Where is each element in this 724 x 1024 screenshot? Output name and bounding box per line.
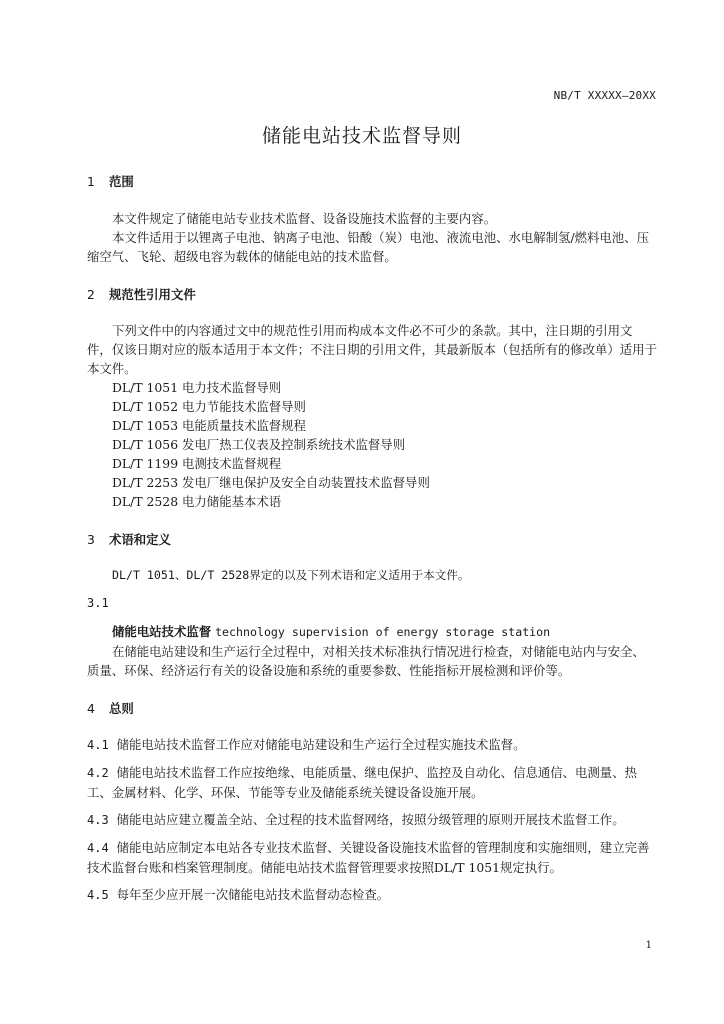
section-heading-terms (87, 530, 657, 549)
reference-name: 电力储能基本术语 (182, 494, 282, 509)
clause-number: 4.4 (87, 841, 109, 855)
clause-number: 4.1 (87, 738, 109, 752)
reference-item (112, 378, 657, 397)
reference-code: DL/T 2528 (112, 494, 179, 509)
section-heading-general (87, 699, 657, 718)
clause-number: 4.2 (87, 766, 109, 780)
document-title: 储能电站技术监督导则 (261, 125, 462, 147)
term-english: technology supervision of energy storage station (215, 625, 551, 639)
clause-text: 储能电站应建立覆盖全站、全过程的技术监督网络，按照分级管理的原则开展技术监督工作。 (116, 812, 625, 827)
section-number: 2 (87, 287, 95, 302)
term-definition: 在储能电站建设和生产运行全过程中，对相关技术标准执行情况进行检查，对储能电站内与安全、质量、环保、经济运行有关的设备设施和系统的重要参数、性能指标开展检测和评价等。 (87, 644, 645, 678)
reference-code: DL/T 1053 (112, 418, 179, 433)
scope-paragraph-1: 本文件规定了储能电站专业技术监督、设备设施技术监督的主要内容。 (112, 211, 497, 226)
clause-text: 储能电站技术监督工作应按绝缘、电能质量、继电保护、监控及自动化、信息通信、电测量、热工、金属材料、化学、环保、节能等专业及储能系统关键设备设施开展。 (87, 765, 637, 800)
clause-text: 储能电站应制定本电站各专业技术监督、关键设备设施技术监督的管理制度和实施细则，建立完善技术监督台账和档案管理制度。储能电站技术监督管理要求按照DL/T 1051规定执行。 (87, 840, 650, 875)
section-heading-scope (87, 172, 657, 191)
section-title: 术语和定义 (109, 532, 171, 547)
reference-item (112, 492, 657, 511)
section-number: 3 (87, 532, 95, 547)
reference-name: 电测技术监督规程 (182, 456, 282, 471)
reference-item (112, 435, 657, 454)
normative-intro: 下列文件中的内容通过文中的规范性引用而构成本文件必不可少的条款。其中，注日期的引用文件，仅该日期对应的版本适用于本文件；不注日期的引用文件，其最新版本（包括所有的修改单）适用于本文件。 (87, 323, 657, 376)
clause-text: 每年至少应开展一次储能电站技术监督动态检查。 (116, 887, 390, 902)
reference-code: DL/T 1052 (112, 399, 179, 414)
reference-code: DL/T 1199 (112, 456, 179, 471)
reference-name: 电能质量技术监督规程 (182, 418, 306, 433)
general-clause (87, 735, 657, 755)
reference-name: 电力节能技术监督导则 (182, 399, 306, 414)
term-clause-number: 3.1 (87, 596, 109, 610)
document-body (87, 172, 657, 905)
section-title: 范围 (109, 174, 134, 189)
section-number: 4 (87, 701, 95, 716)
terms-intro: DL/T 1051、DL/T 2528界定的以及下列术语和定义适用于本文件。 (112, 568, 470, 582)
reference-code: DL/T 1051 (112, 380, 179, 395)
clause-number: 4.3 (87, 813, 109, 827)
reference-name: 发电厂热工仪表及控制系统技术监督导则 (182, 437, 406, 452)
general-clause (87, 763, 657, 802)
general-clause (87, 810, 657, 830)
standard-code: NB/T XXXXX—20XX (553, 89, 656, 102)
term-entry (87, 622, 657, 642)
reference-code: DL/T 1056 (112, 437, 179, 452)
reference-name: 电力技术监督导则 (182, 380, 282, 395)
term-chinese: 储能电站技术监督 (112, 624, 212, 639)
scope-paragraph-2: 本文件适用于以锂离子电池、钠离子电池、铅酸（炭）电池、液流电池、水电解制氢/燃料电池、压缩空气、飞轮、超级电容为载体的储能电站的技术监督。 (87, 230, 649, 264)
reference-item (112, 416, 657, 435)
general-clause (87, 885, 657, 905)
reference-code: DL/T 2253 (112, 475, 179, 490)
reference-list (87, 378, 657, 511)
reference-item (112, 473, 657, 492)
clause-number: 4.5 (87, 888, 109, 902)
section-title: 规范性引用文件 (109, 287, 196, 302)
section-title: 总则 (109, 701, 134, 716)
reference-item (112, 397, 657, 416)
section-heading-normative (87, 285, 657, 304)
page-number: 1 (645, 940, 652, 951)
general-clause (87, 838, 657, 877)
reference-item (112, 454, 657, 473)
reference-name: 发电厂继电保护及安全自动装置技术监督导则 (182, 475, 430, 490)
section-number: 1 (87, 174, 95, 189)
clause-text: 储能电站技术监督工作应对储能电站建设和生产运行全过程实施技术监督。 (116, 737, 526, 752)
